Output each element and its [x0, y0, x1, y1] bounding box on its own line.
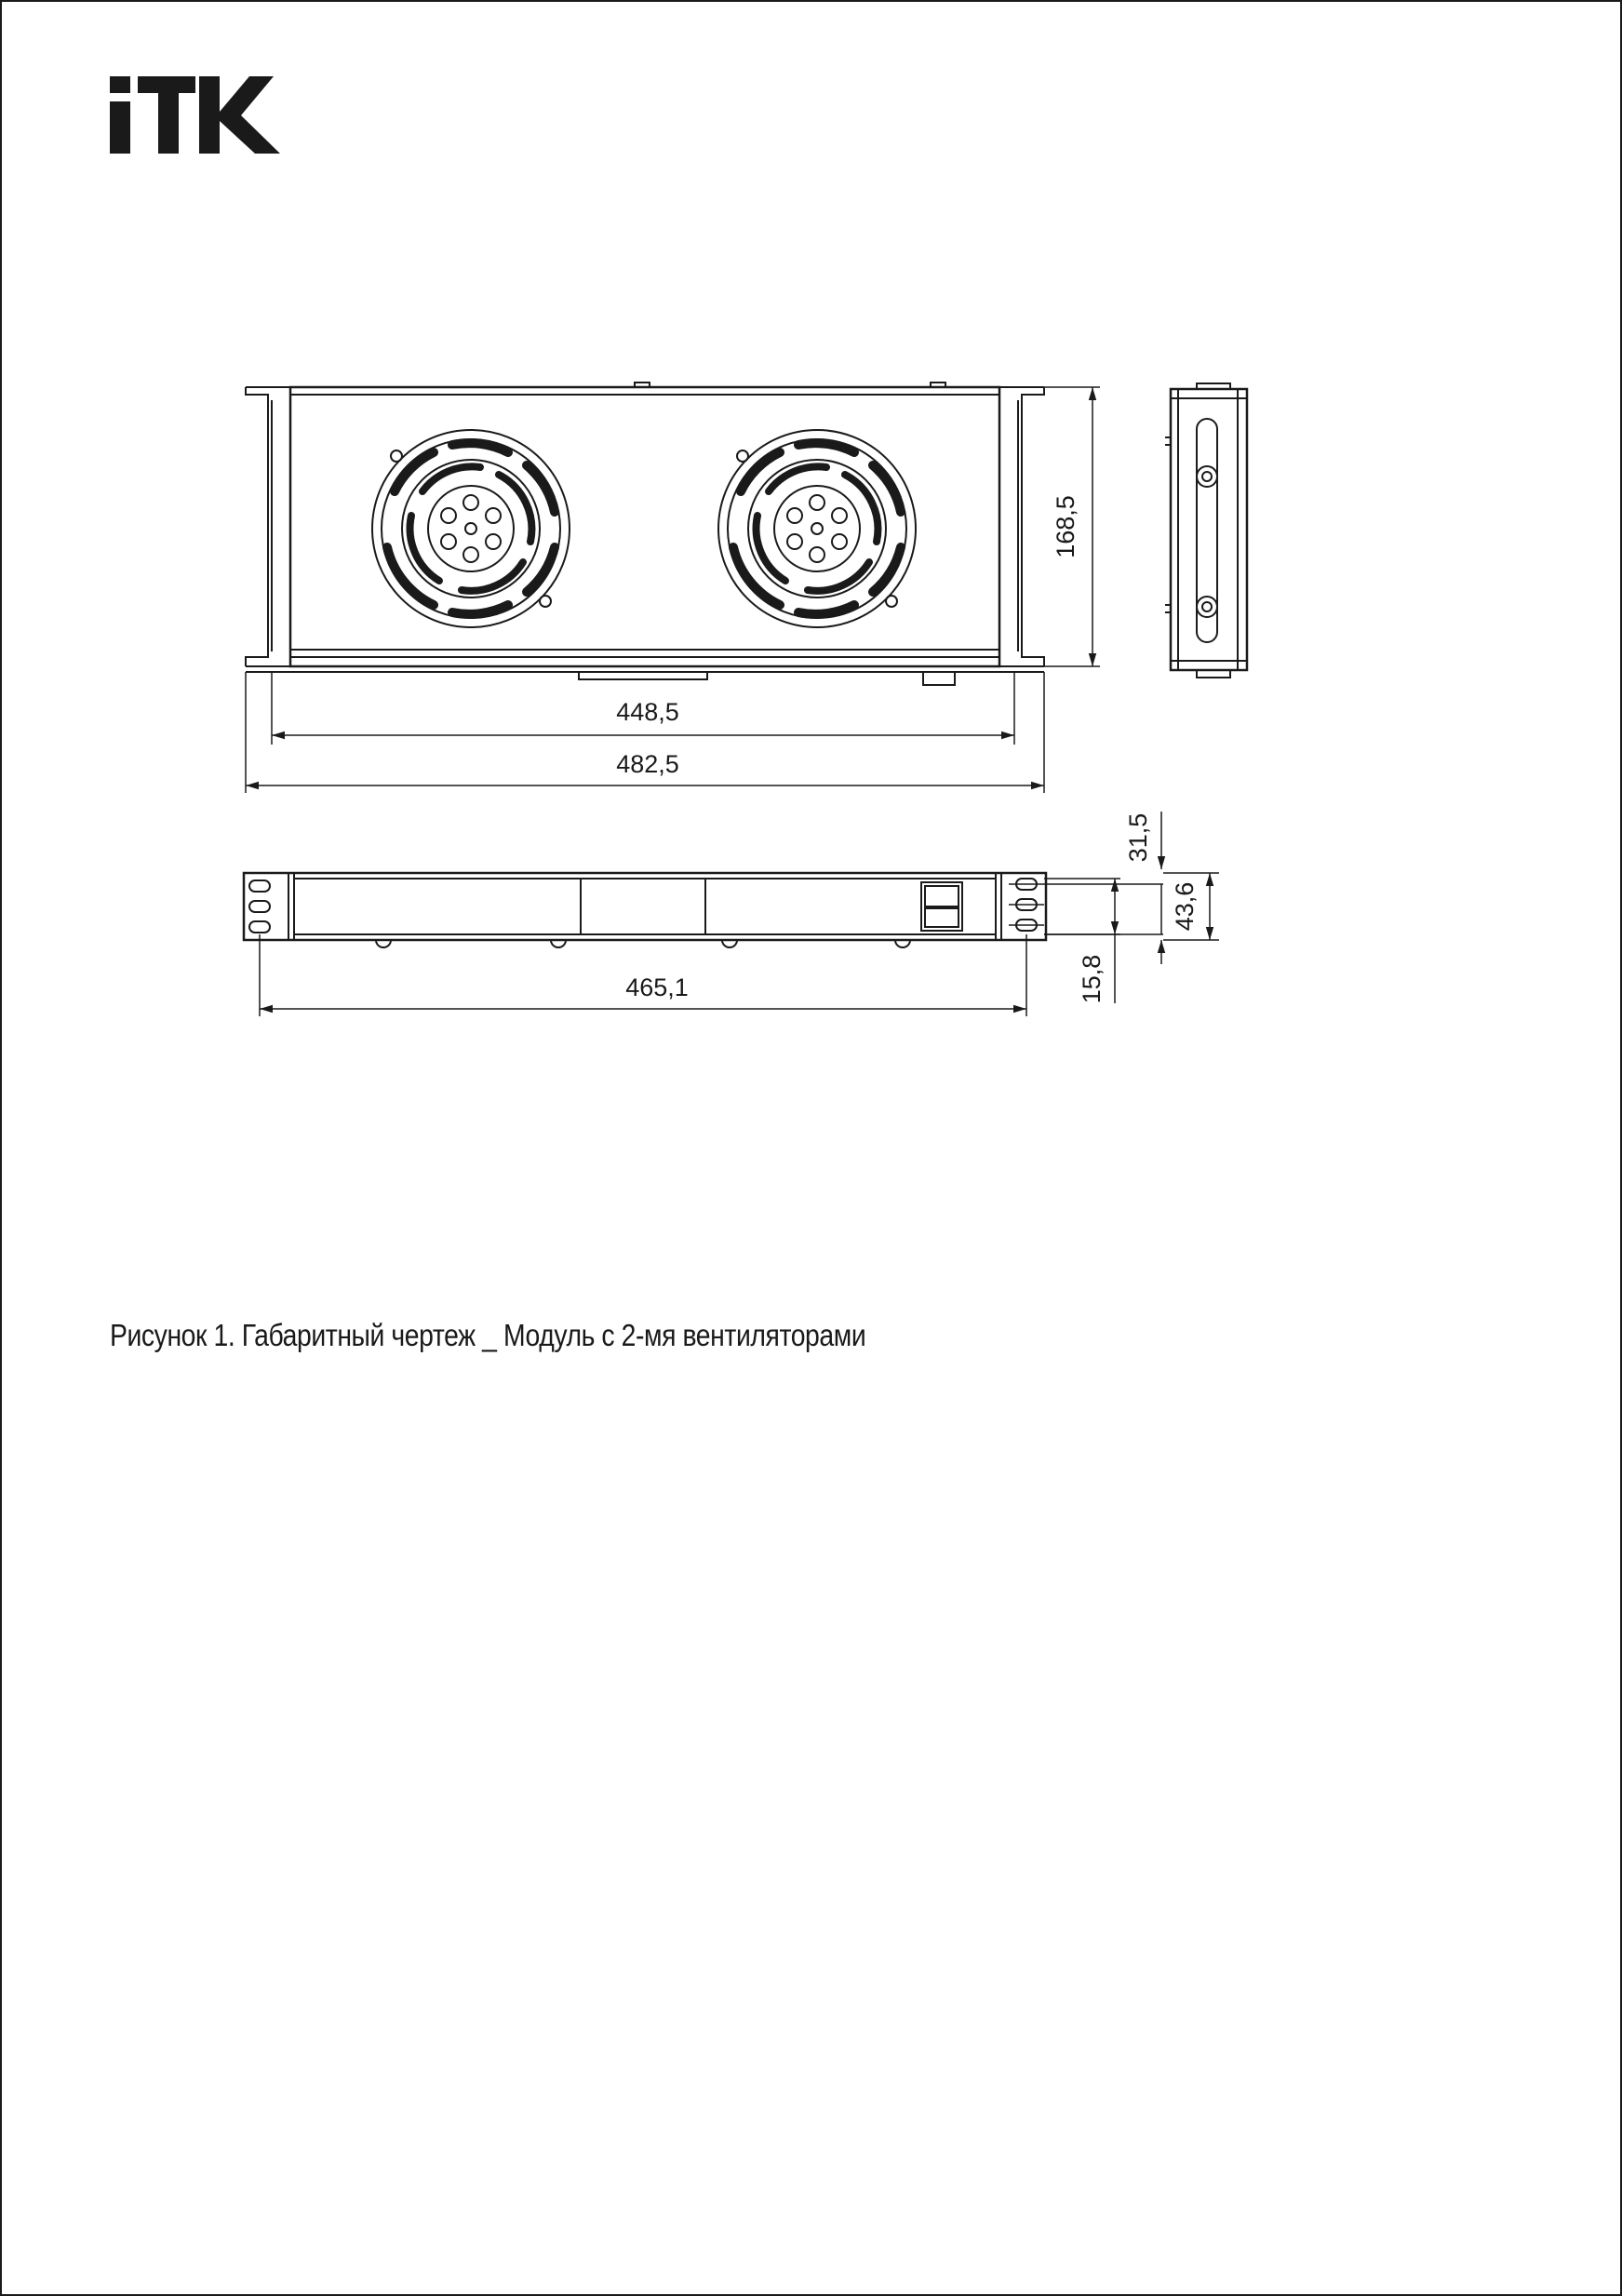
front-view — [246, 383, 1100, 793]
fan-icon-right — [718, 430, 916, 627]
dim-label-15-8: 15,8 — [1078, 954, 1106, 1004]
fan-icon-left — [372, 430, 570, 627]
screw-icon-top — [1197, 466, 1217, 487]
screw-icon-bottom — [1197, 597, 1217, 617]
dim-label-482-5: 482,5 — [616, 750, 679, 778]
dim-label-168-5: 168,5 — [1052, 495, 1079, 558]
side-view — [1165, 383, 1247, 678]
dim-label-43-6: 43,6 — [1171, 881, 1199, 932]
dimension-drawing — [0, 0, 1622, 1117]
dim-label-31-5: 31,5 — [1124, 812, 1152, 863]
bottom-view — [244, 812, 1219, 1016]
dim-label-465-1: 465,1 — [625, 973, 689, 1001]
figure-caption: Рисунок 1. Габаритный чертеж _ Модуль с 2-мя вентиляторами — [110, 1318, 866, 1352]
dim-label-448-5: 448,5 — [616, 698, 679, 726]
